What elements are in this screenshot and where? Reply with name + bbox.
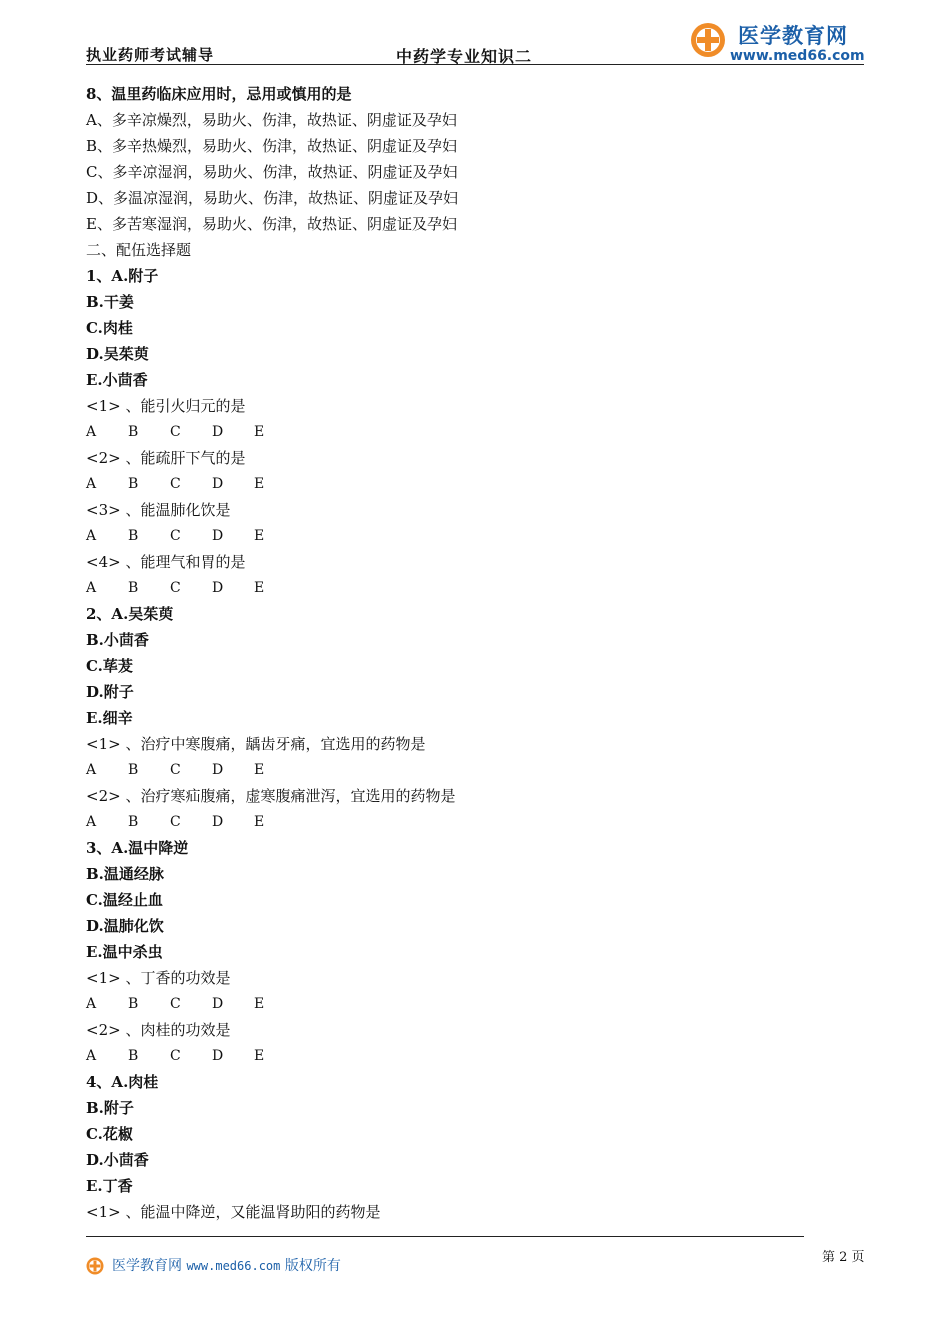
answer-option[interactable]: D: [212, 814, 224, 830]
question-line: E.丁香: [86, 1177, 133, 1195]
text-line: <1> 、能温中降逆，又能温肾助阳的药物是: [86, 1203, 381, 1221]
header-left-title: 执业药师考试辅导: [86, 46, 215, 64]
footer-text: [112, 1255, 341, 1277]
question-line: D.温肺化饮: [86, 917, 164, 935]
answer-option[interactable]: D: [212, 476, 224, 492]
question-line: 4、A.肉桂: [86, 1073, 159, 1091]
answer-option[interactable]: D: [212, 996, 224, 1012]
page-header: [86, 0, 864, 66]
text-line: <2> 、治疗寒疝腹痛，虚寒腹痛泄泻，宜选用的药物是: [86, 787, 456, 805]
question-line: E.小茴香: [86, 371, 148, 389]
answer-option[interactable]: B: [128, 528, 139, 544]
answer-option[interactable]: A: [86, 762, 97, 778]
question-line: D.小茴香: [86, 1151, 149, 1169]
text-line: B、多辛热燥烈，易助火、伤津，故热证、阴虚证及孕妇: [86, 137, 458, 155]
answer-option[interactable]: C: [170, 996, 181, 1012]
question-line: D.附子: [86, 683, 134, 701]
answer-option[interactable]: B: [128, 762, 139, 778]
text-line: <2> 、肉桂的功效是: [86, 1021, 231, 1039]
text-line: <1> 、能引火归元的是: [86, 397, 246, 415]
footer-divider: [86, 1236, 804, 1237]
answer-option[interactable]: B: [128, 424, 139, 440]
question-line: B.小茴香: [86, 631, 149, 649]
logo-text: 医学教育网: [738, 24, 848, 48]
question-line: 2、A.吴茱萸: [86, 605, 174, 623]
answer-option[interactable]: A: [86, 814, 97, 830]
question-line: B.干姜: [86, 293, 134, 311]
text-line: A、多辛凉燥烈，易助火、伤津，故热证、阴虚证及孕妇: [86, 111, 457, 129]
question-line: C.肉桂: [86, 319, 133, 337]
answer-option[interactable]: C: [170, 424, 181, 440]
answer-option[interactable]: A: [86, 1048, 97, 1064]
answer-option[interactable]: E: [254, 996, 265, 1012]
answer-option[interactable]: C: [170, 580, 181, 596]
answer-option[interactable]: C: [170, 528, 181, 544]
answer-option[interactable]: E: [254, 1048, 265, 1064]
question-line: B.温通经脉: [86, 865, 164, 883]
answer-options: [86, 419, 846, 445]
answer-option[interactable]: C: [170, 476, 181, 492]
answer-options: [86, 809, 846, 835]
answer-options: [86, 523, 846, 549]
question-content: [86, 81, 846, 1225]
header-center-title: 中药学专业知识二: [396, 47, 533, 66]
question-line: B.附子: [86, 1099, 134, 1117]
answer-option[interactable]: E: [254, 762, 265, 778]
question-line: C.荜茇: [86, 657, 133, 675]
logo-url: www.med66.com: [730, 48, 865, 64]
answer-options: [86, 575, 846, 601]
footer-site-name: 医学教育网: [112, 1258, 182, 1274]
answer-option[interactable]: B: [128, 476, 139, 492]
answer-options: [86, 1043, 846, 1069]
answer-option[interactable]: A: [86, 996, 97, 1012]
footer-logo-icon: [86, 1257, 104, 1275]
text-line: <3> 、能温肺化饮是: [86, 501, 231, 519]
answer-option[interactable]: E: [254, 528, 265, 544]
question-line: 1、A.附子: [86, 267, 159, 285]
text-line: E、多苦寒湿润，易助火、伤津，故热证、阴虚证及孕妇: [86, 215, 457, 233]
text-line: D、多温凉湿润，易助火、伤津，故热证、阴虚证及孕妇: [86, 189, 459, 207]
footer-url[interactable]: www.med66.com: [186, 1259, 281, 1273]
answer-option[interactable]: A: [86, 476, 97, 492]
answer-option[interactable]: D: [212, 1048, 224, 1064]
answer-option[interactable]: C: [170, 1048, 181, 1064]
question-line: E.温中杀虫: [86, 943, 163, 961]
answer-option[interactable]: A: [86, 580, 97, 596]
answer-option[interactable]: D: [212, 528, 224, 544]
answer-option[interactable]: B: [128, 996, 139, 1012]
answer-option[interactable]: D: [212, 424, 224, 440]
answer-option[interactable]: C: [170, 814, 181, 830]
answer-option[interactable]: B: [128, 814, 139, 830]
answer-option[interactable]: E: [254, 580, 265, 596]
text-line: 二、配伍选择题: [86, 241, 192, 259]
question-line: C.温经止血: [86, 891, 163, 909]
page-number: 第 2 页: [822, 1250, 865, 1265]
text-line: <1> 、丁香的功效是: [86, 969, 231, 987]
text-line: <1> 、治疗中寒腹痛，龋齿牙痛，宜选用的药物是: [86, 735, 426, 753]
answer-option[interactable]: A: [86, 424, 97, 440]
answer-option[interactable]: D: [212, 580, 224, 596]
answer-option[interactable]: A: [86, 528, 97, 544]
text-line: <2> 、能疏肝下气的是: [86, 449, 246, 467]
answer-options: [86, 471, 846, 497]
text-line: C、多辛凉湿润，易助火、伤津，故热证、阴虚证及孕妇: [86, 163, 458, 181]
question-line: C.花椒: [86, 1125, 133, 1143]
answer-option[interactable]: C: [170, 762, 181, 778]
question-line: D.吴茱萸: [86, 345, 149, 363]
question-line: E.细辛: [86, 709, 133, 727]
answer-options: [86, 991, 846, 1017]
question-line: 8、温里药临床应用时，忌用或慎用的是: [86, 85, 352, 103]
header-divider: [86, 64, 864, 65]
answer-options: [86, 757, 846, 783]
answer-option[interactable]: E: [254, 424, 265, 440]
answer-option[interactable]: E: [254, 814, 265, 830]
answer-option[interactable]: E: [254, 476, 265, 492]
text-line: <4> 、能理气和胃的是: [86, 553, 246, 571]
answer-option[interactable]: D: [212, 762, 224, 778]
footer-rights: 版权所有: [284, 1258, 341, 1274]
logo-cross-icon: [690, 22, 726, 58]
answer-option[interactable]: B: [128, 1048, 139, 1064]
answer-option[interactable]: B: [128, 580, 139, 596]
site-logo[interactable]: [690, 20, 866, 64]
question-line: 3、A.温中降逆: [86, 839, 189, 857]
